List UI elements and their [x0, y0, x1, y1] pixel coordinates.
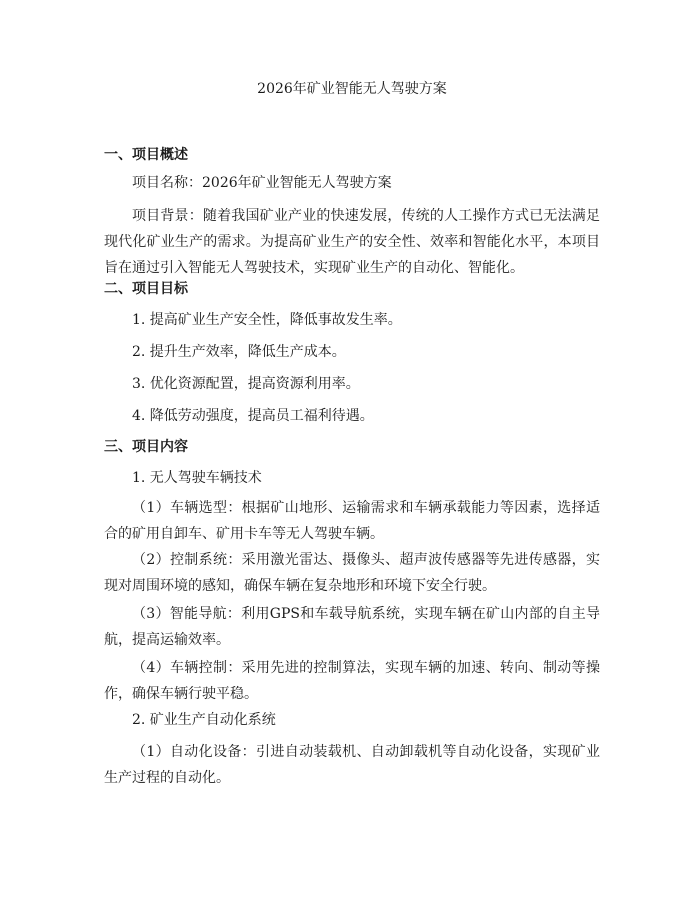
section-heading-overview: 一、项目概述: [104, 147, 188, 163]
content-paragraph-automation-equipment: （1）自动化设备：引进自动装载机、自动卸载机等自动化设备，实现矿业生产过程的自动化。: [104, 744, 600, 786]
goal-item: 4. 降低劳动强度，提高员工福利待遇。: [132, 408, 374, 424]
goal-item: 2. 提升生产效率，降低生产成本。: [132, 344, 346, 360]
goal-item: 3. 优化资源配置，提高资源利用率。: [132, 376, 360, 392]
project-background-paragraph: 项目背景：随着我国矿业产业的快速发展，传统的人工操作方式已无法满足现代化矿业生产的需求。为提高矿业生产的安全性、效率和智能化水平，本项目旨在通过引入智能无人驾驶技术，实现矿业生产的自动化、智能化。: [104, 208, 600, 276]
subsection-heading-vehicle-tech: 1. 无人驾驶车辆技术: [132, 470, 262, 486]
project-name-line: 项目名称：2026年矿业智能无人驾驶方案: [132, 175, 392, 191]
subsection-heading-automation-system: 2. 矿业生产自动化系统: [132, 712, 276, 728]
content-paragraph-smart-navigation: （3）智能导航：利用GPS和车载导航系统，实现车辆在矿山内部的自主导航，提高运输效率。: [104, 606, 600, 648]
content-paragraph-vehicle-selection: （1）车辆选型：根据矿山地形、运输需求和车辆承载能力等因素，选择适合的矿用自卸车、矿用卡车等无人驾驶车辆。: [104, 500, 600, 542]
document-title: 2026年矿业智能无人驾驶方案: [257, 81, 447, 97]
section-heading-goals: 二、项目目标: [104, 281, 188, 297]
content-paragraph-control-system: （2）控制系统：采用激光雷达、摄像头、超声波传感器等先进传感器，实现对周围环境的感知，确保车辆在复杂地形和环境下安全行驶。: [104, 552, 600, 594]
content-paragraph-vehicle-control: （4）车辆控制：采用先进的控制算法，实现车辆的加速、转向、制动等操作，确保车辆行驶平稳。: [104, 660, 600, 702]
section-heading-content: 三、项目内容: [104, 439, 188, 455]
goal-item: 1. 提高矿业生产安全性，降低事故发生率。: [132, 312, 402, 328]
